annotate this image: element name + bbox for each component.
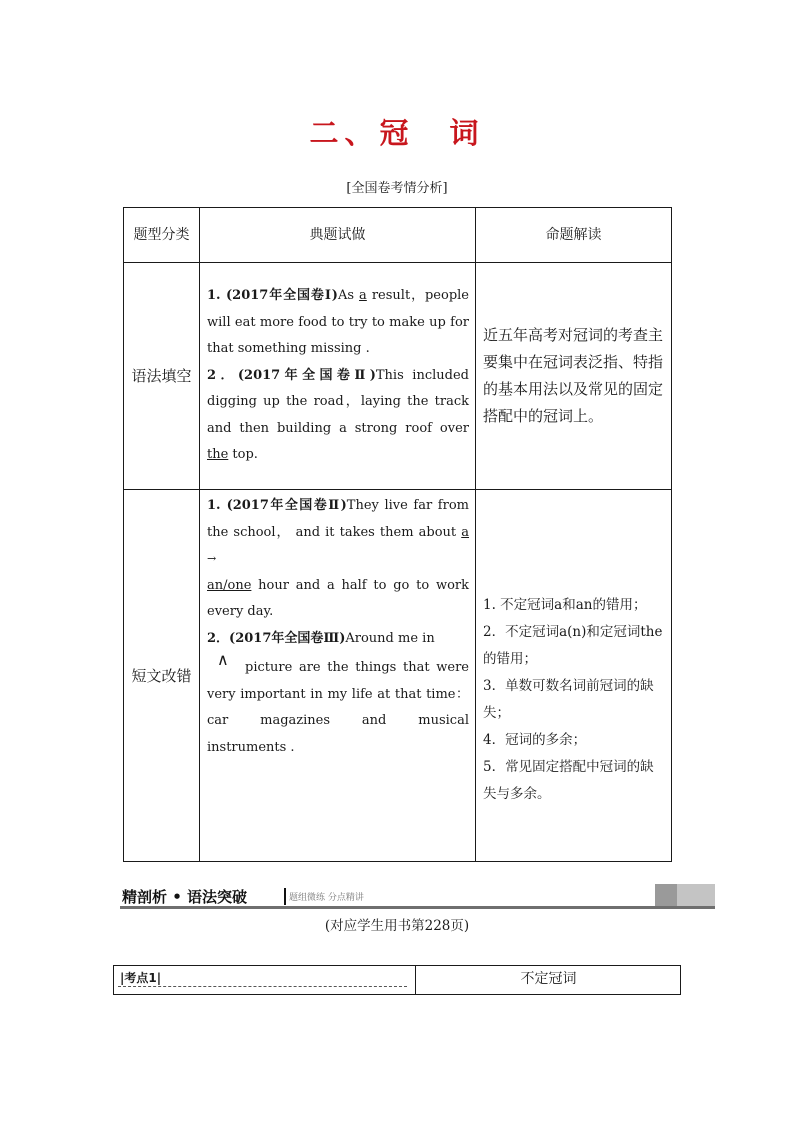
section-subtitle: 题组微练 分点精讲	[289, 893, 364, 903]
key-point-tag: |考点1|	[120, 971, 162, 985]
decorative-block	[655, 884, 677, 906]
header-interpretation: 命题解读	[476, 208, 672, 263]
decorative-block	[677, 884, 715, 906]
exam-source-label: 1. (2017年全国卷Ⅰ)	[207, 288, 338, 304]
trial-cell-grammar-fill	[200, 263, 476, 490]
interpretation-item: 5．常见固定搭配中冠词的缺失与多余。	[483, 758, 654, 802]
trial-text: top.	[228, 447, 258, 463]
trial-item	[207, 626, 469, 762]
exam-source-label: 2．(2017年全国卷Ⅱ)	[207, 367, 376, 383]
trial-text: This included digging up the road，laying the track and then building a strong roof over	[207, 367, 469, 436]
row-type-error-correction: 短文改错	[124, 490, 200, 862]
trial-text: Around me in	[345, 630, 435, 646]
arrow-icon: →	[207, 552, 217, 565]
trial-text: hour and a half to go to work every day.	[207, 577, 469, 619]
correction-word: an/one	[207, 577, 252, 593]
interpretation-grammar-fill: 近五年高考对冠词的考查主要集中在冠词表泛指、特指的基本用法以及常见的固定搭配中的冠词上。	[476, 263, 672, 490]
section-header-bar	[120, 884, 715, 910]
trial-item	[207, 363, 469, 469]
answer-blank: the	[207, 447, 229, 463]
trial-text: As	[337, 288, 360, 304]
section-title: 精剖析 • 语法突破	[122, 888, 248, 906]
trial-item	[207, 493, 469, 626]
trial-cell-error-correction	[200, 490, 476, 862]
header-typical-trial: 典题试做	[200, 208, 476, 263]
trial-text: picture are the things that were very important in my life at that time：car magazines and musical instruments .	[207, 660, 469, 755]
trial-text: They live far from the school， and it takes them about	[207, 498, 469, 540]
trial-item	[207, 283, 469, 363]
book-page-reference: (对应学生用书第228页)	[324, 918, 470, 934]
interpretation-item: 4．冠词的多余；	[483, 731, 587, 748]
exam-source-label: 1. (2017年全国卷Ⅱ)	[207, 498, 347, 513]
dashed-line	[118, 986, 407, 987]
interpretation-item: 3．单数可数名词前冠词的缺失；	[483, 677, 654, 721]
key-point-title: 不定冠词	[520, 971, 577, 987]
exam-analysis-table	[123, 207, 672, 862]
row-type-grammar-fill: 语法填空	[124, 263, 200, 490]
answer-blank: a	[359, 288, 367, 304]
table-row	[124, 263, 672, 490]
section-rule	[120, 906, 715, 909]
section-divider	[284, 888, 286, 905]
table-row	[124, 490, 672, 862]
interpretation-item: 2．不定冠词a(n)和定冠词the的错用；	[483, 623, 663, 667]
key-point-tag-cell	[114, 966, 416, 994]
trial-text: result，people will eat more food to try to make up for that something missing .	[207, 288, 469, 357]
table-caption: [全国卷考情分析]	[346, 181, 448, 196]
interpretation-error-correction	[476, 490, 672, 862]
exam-source-label: 2．(2017年全国卷Ⅲ)	[207, 630, 346, 646]
header-question-type: 题型分类	[124, 208, 200, 263]
insert-caret-icon: ∧	[217, 650, 229, 669]
table-header-row	[124, 208, 672, 263]
interpretation-item: 1. 不定冠词a和an的错用；	[483, 596, 647, 613]
wrong-word: a	[461, 524, 469, 540]
key-point-box	[113, 965, 681, 995]
page-title: 二、冠 词	[309, 116, 485, 150]
